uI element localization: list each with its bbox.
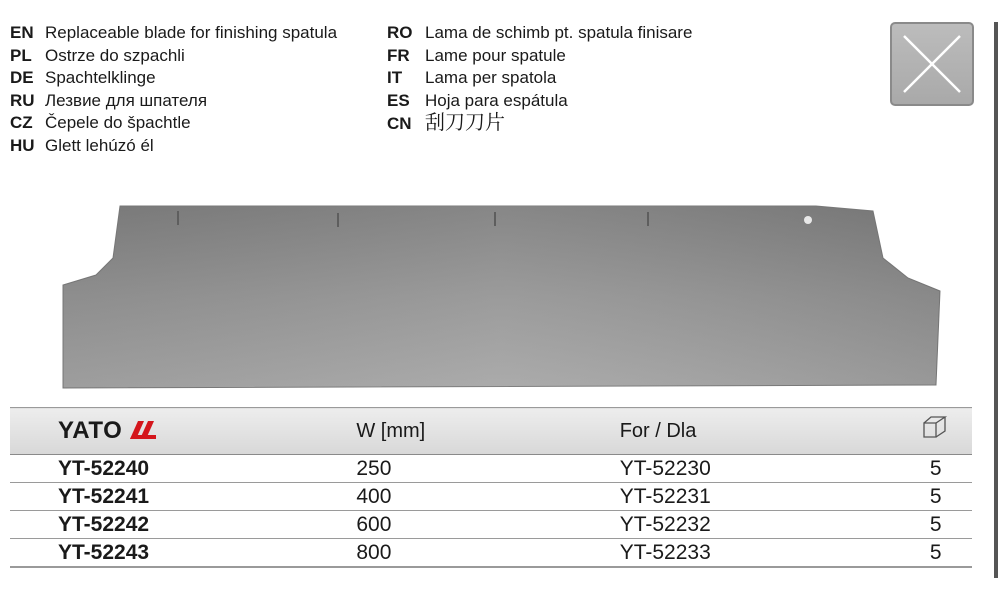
product-table (10, 407, 972, 568)
desc-it: IT Lama per spatola (387, 68, 557, 88)
desc-es: ES Hoja para espátula (387, 90, 568, 110)
desc-ro: RO Lama de schimb pt. spatula finisare (387, 23, 693, 42)
desc-cn: CN 刮刀刀片 (387, 112, 505, 135)
table-row: YT-52243 800 YT-52233 5 (10, 539, 972, 568)
blade-image (58, 203, 943, 391)
desc-pl: PL Ostrze do szpachli (10, 45, 185, 65)
desc-cz: CZ Čepele do špachtle (10, 113, 191, 133)
box-icon (899, 408, 972, 455)
header-width: W [mm] (246, 408, 567, 455)
desc-en: EN Replaceable blade for finishing spatula (10, 23, 338, 42)
table-row: YT-52241 400 YT-52231 5 (10, 483, 972, 511)
header-for: For / Dla (568, 408, 900, 455)
desc-ru: RU Лезвие для шпателя (10, 90, 208, 110)
table-row: YT-52240 250 YT-52230 5 (10, 455, 972, 483)
page-edge-bar (994, 22, 998, 578)
descriptions-right (387, 22, 692, 136)
desc-de: DE Spachtelklinge (10, 68, 156, 88)
desc-hu: HU Glett lehúzó él (10, 135, 154, 155)
brand-logo: YATO (10, 408, 246, 455)
cross-icon (890, 22, 974, 106)
table-row: YT-52242 600 YT-52232 5 (10, 511, 972, 539)
desc-fr: FR Lame pour spatule (387, 45, 566, 65)
table-header (10, 408, 972, 455)
descriptions-left (10, 22, 337, 158)
yato-logo-mark (128, 419, 158, 441)
